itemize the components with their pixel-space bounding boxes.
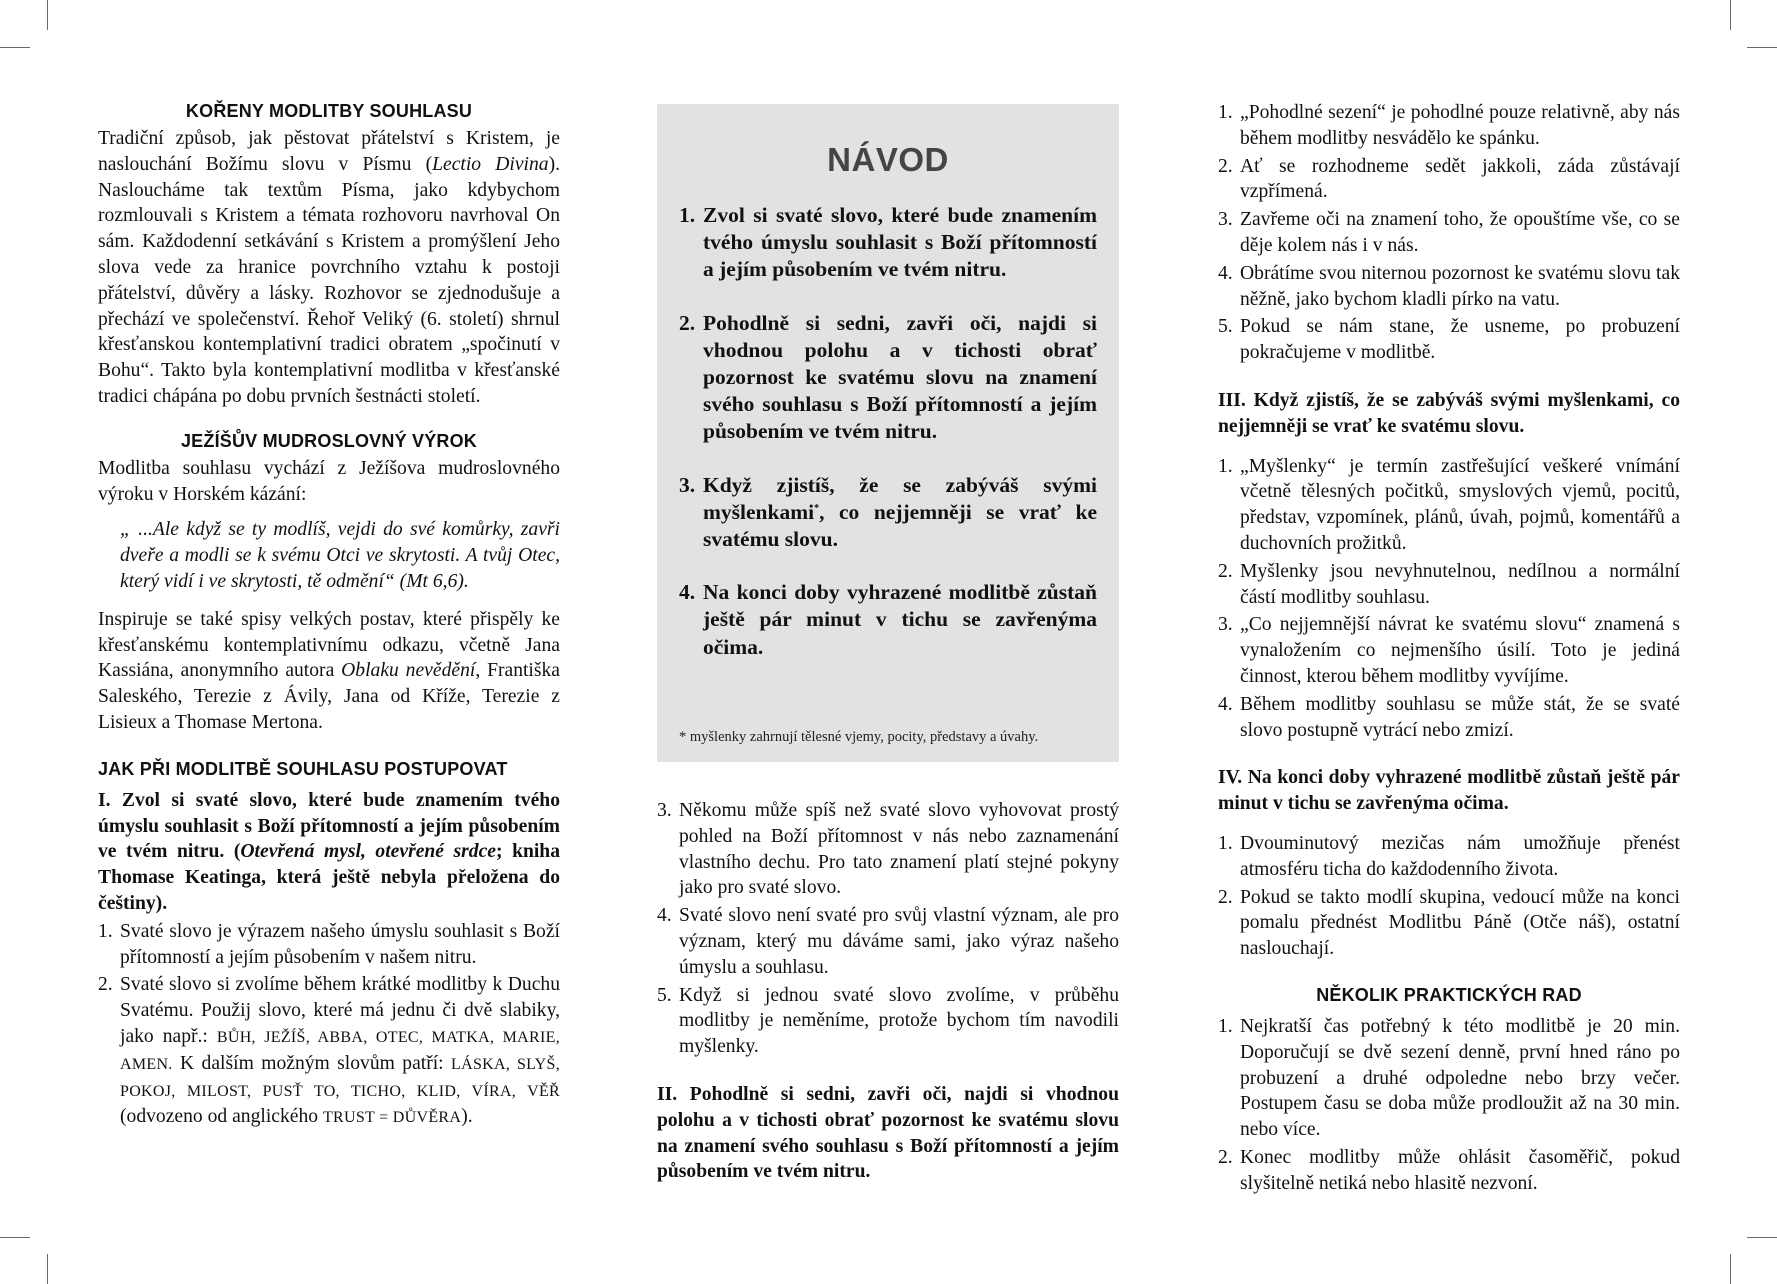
list-item: 1. „Pohodlné sezení“ je pohodlné pouze relativně, aby nás během modlitby nesvádělo ke spánku. <box>1218 102 1680 149</box>
list-item: 4. Během modlitby souhlasu se může stát, že se svaté slovo postupně vytrácí nebo zmizí. <box>1218 693 1680 741</box>
step-three-list <box>1218 454 1680 744</box>
section-heading-roots: KOŘENY MODLITBY SOUHLASU <box>185 101 473 121</box>
tips-list <box>1218 1014 1680 1197</box>
list-item: 1. Svaté slovo je výrazem našeho úmyslu souhlasit s Boží přítomností a jejím působením v našem nitru. <box>98 920 560 968</box>
section-heading-tips: NĚKOLIK PRAKTICKÝCH RAD <box>1316 984 1582 1005</box>
instructions-list <box>679 202 1097 661</box>
crop-mark <box>47 1254 48 1284</box>
crop-mark <box>1730 0 1731 30</box>
crop-mark <box>0 1237 30 1238</box>
list-item: 2. Pokud se takto modlí skupina, vedoucí může na konci pomalu přednést Modlitbu Páně (Otče náš), ostatní naslouchají. <box>1218 886 1680 960</box>
list-item: 2. Ať se rozhodneme sedět jakkoli, záda zůstávají vzpřímená. <box>1218 155 1680 203</box>
list-item: 1. Nejkratší čas potřebný k této modlitbě je 20 min. Doporučují se dvě sezení denně, první hned ráno po probuzení a druhé odpoledne nebo brzy večer. Postupem času se doba může prodloužit až na 30 min. nebo více. <box>1218 1015 1680 1141</box>
roots-paragraph: Tradiční způsob, jak pěstovat přátelství s Kristem, je naslouchání Božímu slovu v Písmu (Lectio Divina). Nasloucháme tak textům Písma, jako kdybychom rozmlouvali s Kristem a témata rozhovoru navrhoval On sám. Každodenní setkávání s Kristem a promýšlení Jeho slova vede za hranice povrchního vztahu k postoji přátelství, důvěry a lásky. Rozhovor se zjednodušuje a přechází ve společenství. Řehoř Veliký (6. století) shrnul křesťanskou kontemplativní tradici obratem „spočinutí v Bohu“. Takto byla kontemplativní modlitba v křesťanské tradici chápána po dobu prvních šestnácti století. <box>98 128 560 407</box>
list-item: 4. Svaté slovo není svaté pro svůj vlastní význam, ale pro význam, který mu dáváme sami, jako výraz našeho úmyslu a souhlasu. <box>657 905 1119 978</box>
crop-mark <box>47 0 48 30</box>
column-middle <box>657 104 1119 1185</box>
list-item: 3. Zavřeme oči na znamení toho, že opouštíme vše, co se děje kolem nás i v nás. <box>1218 209 1680 256</box>
instruction-item: 2. Pohodlně si sedni, zavři oči, najdi si vhodnou polohu a v tichosti obrať pozornost ke svatému slovu na znamení svého souhlasu s Boží přítomností a jejím působením ve tvém nitru. <box>679 310 1097 444</box>
scripture-quote: „ ...Ale když se ty modlíš, vejdi do své komůrky, zavři dveře a modli se k svému Otci ve skrytosti. A tvůj Otec, který vidí i ve skrytosti, tě odmění“ (Mt 6,6). <box>120 519 560 592</box>
step-four-heading: IV. Na konci doby vyhrazené modlitbě zůstaň ještě pár minut v tichu se zavřenýma očima. <box>1218 767 1680 815</box>
inspiration-paragraph: Inspiruje se také spisy velkých postav, které přispěly ke křesťanskému kontemplativnímu odkazu, včetně Jana Kassiána, anonymního autora Oblaku nevědění, Františka Saleského, Terezie z Ávily, Jana od Kříže, Terezie z Lisieux a Thomase Mertona. <box>98 608 560 733</box>
step-four-list <box>1218 831 1680 962</box>
column-left <box>98 100 560 1133</box>
crop-mark <box>0 47 30 48</box>
step-one-heading: I. Zvol si svaté slovo, které bude znamením tvého úmyslu souhlasit s Boží přítomností a jejím působením ve tvém nitru. (Otevřená mysl, otevřené srdce; kniha Thomase Keatinga, která ještě nebyla přeložena do češtiny). <box>98 789 561 914</box>
list-item: 2. Konec modlitby může ohlásit časoměřič, pokud slyšitelně netiká nebo hlasitě nezvoní. <box>1218 1146 1680 1194</box>
list-item: 2. Svaté slovo si zvolíme během krátké modlitby k Duchu Svatému. Použij slovo, které má jednu či dvě slabiky, jako např.: BŮH, JEŽÍŠ, ABBA, OTEC, MATKA, MARIE, AMEN. K dalším možným slovům patří: LÁSKA, SLYŠ, POKOJ, MILOST, PUSŤ TO, TICHO, KLID, VÍRA, VĚŘ (odvozeno od anglického TRUST = DŮVĚRA). <box>98 974 560 1128</box>
crop-mark <box>1730 1254 1731 1284</box>
footnote: * myšlenky zahrnují tělesné vjemy, pocity, představy a úvahy. <box>679 729 1039 745</box>
instructions-box <box>657 104 1119 762</box>
instructions-title: NÁVOD <box>827 141 949 178</box>
step-two-heading: II. Pohodlně si sedni, zavři oči, najdi si vhodnou polohu a v tichosti obrať pozornost ke svatému slovu na znamení svého souhlasu s Boží přítomností a jejím působením ve tvém nitru. <box>657 1083 1119 1183</box>
crop-mark <box>1747 47 1777 48</box>
list-item: 5. Když si jednou svaté slovo zvolíme, v průběhu modlitby je neměníme, protože bychom tím navodili myšlenky. <box>657 984 1119 1058</box>
step-three-heading: III. Když zjistíš, že se zabýváš svými myšlenkami, co nejjemněji se vrať ke svatému slovu. <box>1218 389 1680 437</box>
list-item: 1. Dvouminutový mezičas nám umožňuje přenést atmosféru ticha do každodenního života. <box>1218 832 1680 880</box>
list-item: 1. „Myšlenky“ je termín zastřešující veškeré vnímání včetně tělesných počitků, smyslových vjemů, pocitů, představ, vzpomínek, plánů, úvah, pojmů, komentářů a duchovních prožitků. <box>1218 455 1680 554</box>
section-heading-how-to: JAK PŘI MODLITBĚ SOUHLASU POSTUPOVAT <box>98 758 508 779</box>
saying-intro: Modlitba souhlasu vychází z Ježíšova mudroslovného výroku v Horském kázání: <box>98 457 560 505</box>
list-item: 3. „Co nejjemnější návrat ke svatému slovu“ znamená s vynaložením co nejmenšího úsilí. Toto je jediná činnost, kterou během modlitby vyvíjíme. <box>1218 614 1680 687</box>
instruction-item: 3. Když zjistíš, že se zabýváš svými myšlenkami*, co nejjemněji se vrať ke svatému slovu. <box>679 472 1097 552</box>
list-item: 5. Pokud se nám stane, že usneme, po probuzení pokračujeme v modlitbě. <box>1218 316 1680 364</box>
list-item: 2. Myšlenky jsou nevyhnutelnou, nedílnou a normální částí modlitby souhlasu. <box>1218 560 1680 608</box>
step-two-list <box>1218 100 1680 366</box>
instruction-item: 4. Na konci doby vyhrazené modlitbě zůstaň ještě pár minut v tichu se zavřenýma očima. <box>679 580 1097 659</box>
crop-mark <box>1747 1237 1777 1238</box>
list-item: 3. Někomu může spíš než svaté slovo vyhovovat prostý pohled na Boží přítomnost v nás nebo zaznamenání vlastního dechu. Pro tato znamení platí stejné pokyny jako pro svaté slovo. <box>657 800 1119 899</box>
column-right <box>1218 100 1680 1198</box>
step-one-list <box>98 919 560 1131</box>
list-item: 4. Obrátíme svou niternou pozornost ke svatému slovu tak něžně, jako bychom kladli pírko na vatu. <box>1218 262 1680 310</box>
step-one-list-continued <box>657 798 1119 1060</box>
section-heading-saying: JEŽÍŠŮV MUDROSLOVNÝ VÝROK <box>180 430 478 451</box>
instruction-item: 1. Zvol si svaté slovo, které bude znamením tvého úmyslu souhlasit s Boží přítomností a jejím působením ve tvém nitru. <box>679 203 1097 282</box>
